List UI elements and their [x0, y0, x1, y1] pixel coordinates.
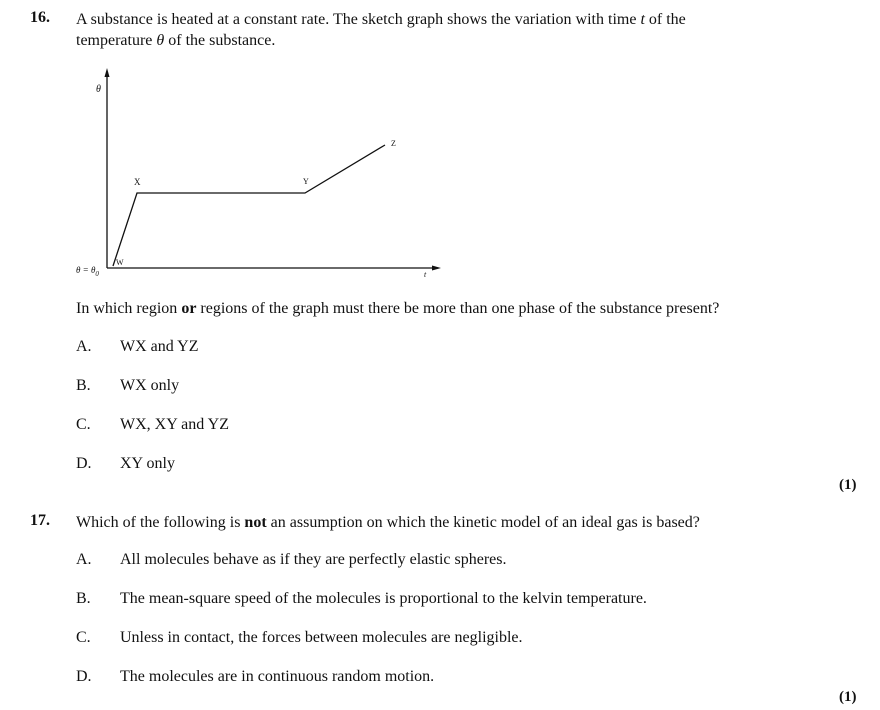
- q16-option-c-letter[interactable]: C.: [76, 416, 91, 433]
- question-16-mark: (1): [839, 477, 857, 493]
- question-16-stem-line2: temperature θ of the substance.: [76, 32, 276, 49]
- x-axis-arrowhead: [432, 266, 441, 271]
- q17-option-c-letter[interactable]: C.: [76, 629, 91, 646]
- y-axis-arrowhead: [105, 68, 110, 77]
- q17-option-c-text[interactable]: Unless in contact, the forces between molecules are negligible.: [120, 629, 523, 646]
- q16-option-c-text[interactable]: WX, XY and YZ: [120, 416, 230, 433]
- y-axis-label: θ: [96, 84, 101, 95]
- q16-option-a-letter[interactable]: A.: [76, 338, 92, 355]
- q17-option-d-letter[interactable]: D.: [76, 668, 92, 685]
- q17-option-b-text[interactable]: The mean-square speed of the molecules is proportional to the kelvin temperature.: [120, 590, 647, 607]
- point-y-label: Y: [303, 177, 309, 186]
- question-17-mark: (1): [839, 689, 857, 705]
- point-w-label: W: [116, 258, 124, 267]
- question-16-stem-line1: A substance is heated at a constant rate. The sketch graph shows the variation with time t of the: [76, 11, 686, 28]
- q17-option-a-letter[interactable]: A.: [76, 551, 92, 568]
- origin-label: $\theta = \theta_0$: [76, 265, 99, 278]
- q16-option-d-letter[interactable]: D.: [76, 455, 92, 472]
- q16-option-b-text[interactable]: WX only: [120, 377, 180, 394]
- q17-option-b-letter[interactable]: B.: [76, 590, 91, 607]
- q17-option-d-text[interactable]: The molecules are in continuous random motion.: [120, 668, 435, 685]
- q17-option-a-text[interactable]: All molecules behave as if they are perfectly elastic spheres.: [120, 551, 507, 568]
- q16-option-b-letter[interactable]: B.: [76, 377, 91, 394]
- question-16-prompt: In which region or regions of the graph must there be more than one phase of the substance present?: [76, 300, 720, 317]
- heating-curve: [113, 145, 385, 266]
- question-17-prompt: Which of the following is not an assumption on which the kinetic model of an ideal gas is based?: [76, 514, 700, 531]
- temperature-time-graph: [0, 0, 880, 300]
- question-16-number: 16.: [30, 9, 50, 26]
- question-17-number: 17.: [30, 512, 50, 529]
- point-z-label: Z: [391, 139, 396, 148]
- q16-option-d-text[interactable]: XY only: [120, 455, 175, 472]
- x-axis-label: t: [424, 270, 427, 279]
- point-x-label: X: [134, 177, 141, 187]
- q16-option-a-text[interactable]: WX and YZ: [120, 338, 199, 355]
